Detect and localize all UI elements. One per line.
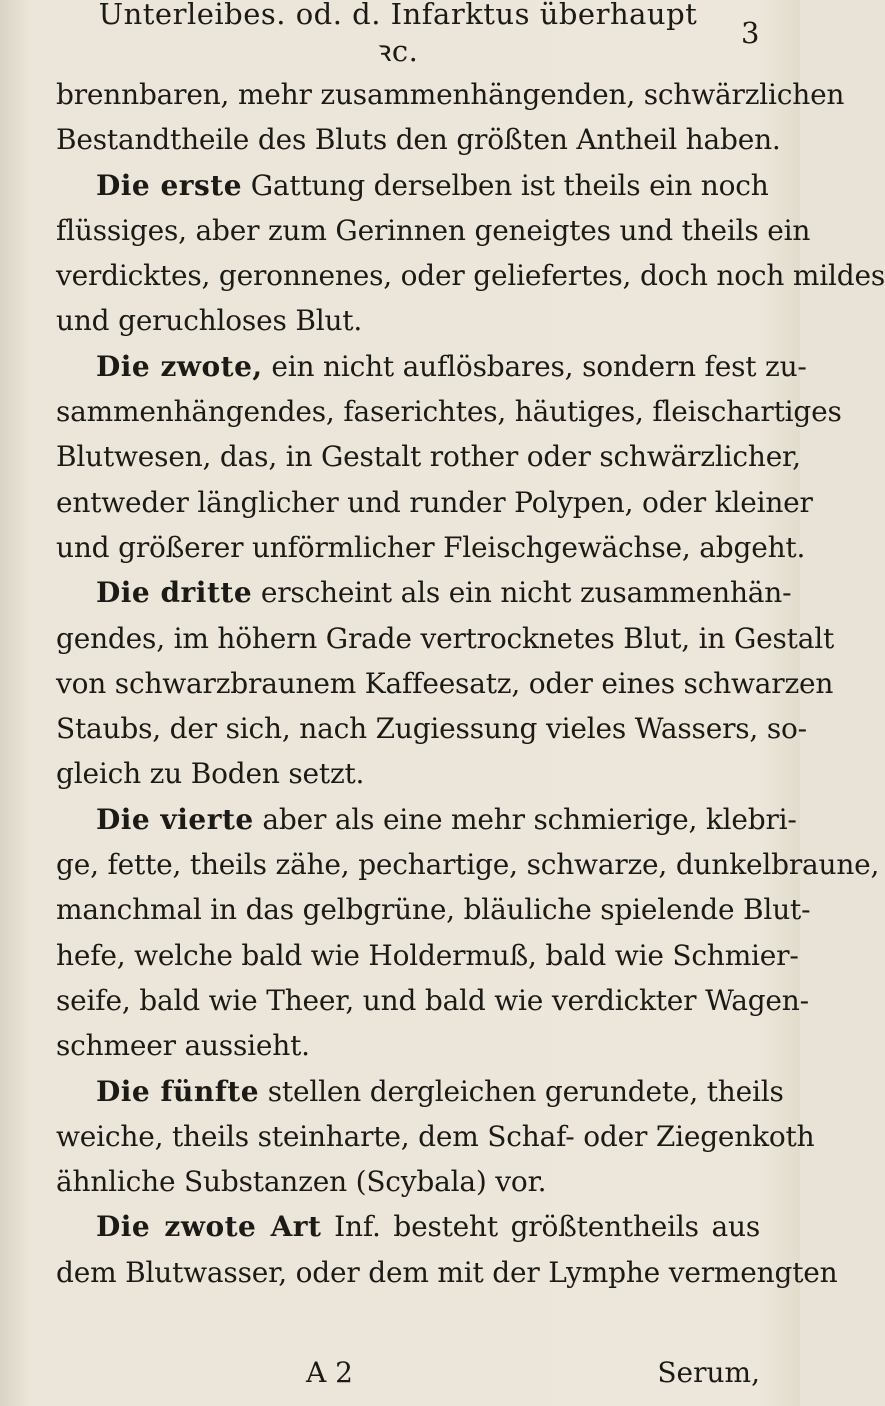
paragraph-second-kind — [56, 344, 842, 570]
text-line: von schwarzbraunem Kaffeesatz, oder eines schwarzen — [56, 666, 834, 700]
paragraph-keyword: Die zwote Art — [96, 1210, 322, 1244]
text-line: weiche, theils steinharte, dem Schaf- oder Ziegenkoth — [56, 1119, 815, 1153]
running-head — [56, 0, 760, 66]
text-line: gleich zu Boden setzt. — [56, 757, 365, 791]
body-text — [56, 72, 885, 1295]
text-line: schmeer aussieht. — [56, 1029, 310, 1063]
paragraph-continuation — [56, 72, 845, 163]
paragraph-keyword: Die fünfte — [96, 1074, 260, 1108]
paragraph-first-kind — [56, 163, 885, 344]
text-line: manchmal in das gelbgrüne, bläuliche spielende Blut- — [56, 893, 811, 927]
paragraph-fourth-kind — [56, 797, 880, 1069]
paragraph-fifth-kind — [56, 1069, 815, 1205]
text-line: brennbaren, mehr zusammenhängenden, schwärzlichen — [56, 78, 845, 111]
paragraph-second-type — [56, 1204, 838, 1295]
text-line-rest: ein nicht auflösbares, sondern fest zu- — [271, 349, 807, 383]
text-line: Bestandtheile des Bluts den größten Antheil haben. — [56, 123, 781, 157]
text-line-rest: erscheint als ein nicht zusammenhän- — [260, 576, 792, 610]
text-line — [56, 163, 769, 208]
text-line: ge, fette, theils zähe, pechartige, schwarze, dunkelbraune, — [56, 848, 880, 882]
text-line: flüssiges, aber zum Gerinnen geneigtes und theils ein — [56, 213, 811, 247]
text-line: hefe, welche bald wie Holdermuß, bald wie Schmier- — [56, 938, 799, 972]
text-line — [56, 1204, 760, 1249]
paragraph-keyword: Die erste — [96, 168, 243, 202]
signature-mark: A 2 — [306, 1356, 353, 1389]
text-line: gendes, im höhern Grade vertrocknetes Blut, in Gestalt — [56, 621, 835, 655]
page-number: 3 — [741, 16, 760, 50]
text-line: und größerer unförmlicher Fleischgewächse, abgeht. — [56, 530, 806, 564]
text-line-rest: stellen dergleichen gerundete, theils — [267, 1074, 784, 1108]
text-line: ähnliche Substanzen (Scybala) vor. — [56, 1165, 547, 1199]
text-line: und geruchloses Blut. — [56, 304, 363, 338]
paragraph-keyword: Die vierte — [96, 802, 254, 836]
catchword: Serum, — [657, 1356, 760, 1389]
text-line: dem Blutwasser, oder dem mit der Lymphe vermengten — [56, 1255, 838, 1289]
text-line-rest: aber als eine mehr schmierige, klebri- — [262, 802, 797, 836]
footer-line — [56, 1350, 760, 1395]
paragraph-third-kind — [56, 570, 835, 796]
paragraph-keyword: Die zwote, — [96, 349, 263, 383]
text-line-rest: Inf. besteht größtentheils aus — [334, 1210, 760, 1244]
text-line-rest: Gattung derselben ist theils ein noch — [250, 168, 769, 202]
running-head-title: Unterleibes. od. d. Infarktus überhaupt ꝛc. — [98, 0, 698, 68]
text-line: Staubs, der sich, nach Zugiessung vieles Wassers, so- — [56, 712, 807, 746]
text-line: entweder länglicher und runder Polypen, oder kleiner — [56, 485, 813, 519]
text-line: Blutwesen, das, in Gestalt rother oder schwärzlicher, — [56, 440, 801, 474]
text-line — [56, 797, 797, 842]
text-line: sammenhängendes, faserichtes, häutiges, fleischartiges — [56, 395, 842, 429]
text-line — [56, 570, 792, 615]
text-line — [56, 1069, 784, 1114]
text-line: seife, bald wie Theer, und bald wie verdickter Wagen- — [56, 983, 809, 1017]
text-line: verdicktes, geronnenes, oder geliefertes, doch noch mildes — [56, 259, 885, 293]
text-line — [56, 344, 807, 389]
paragraph-keyword: Die dritte — [96, 576, 253, 610]
